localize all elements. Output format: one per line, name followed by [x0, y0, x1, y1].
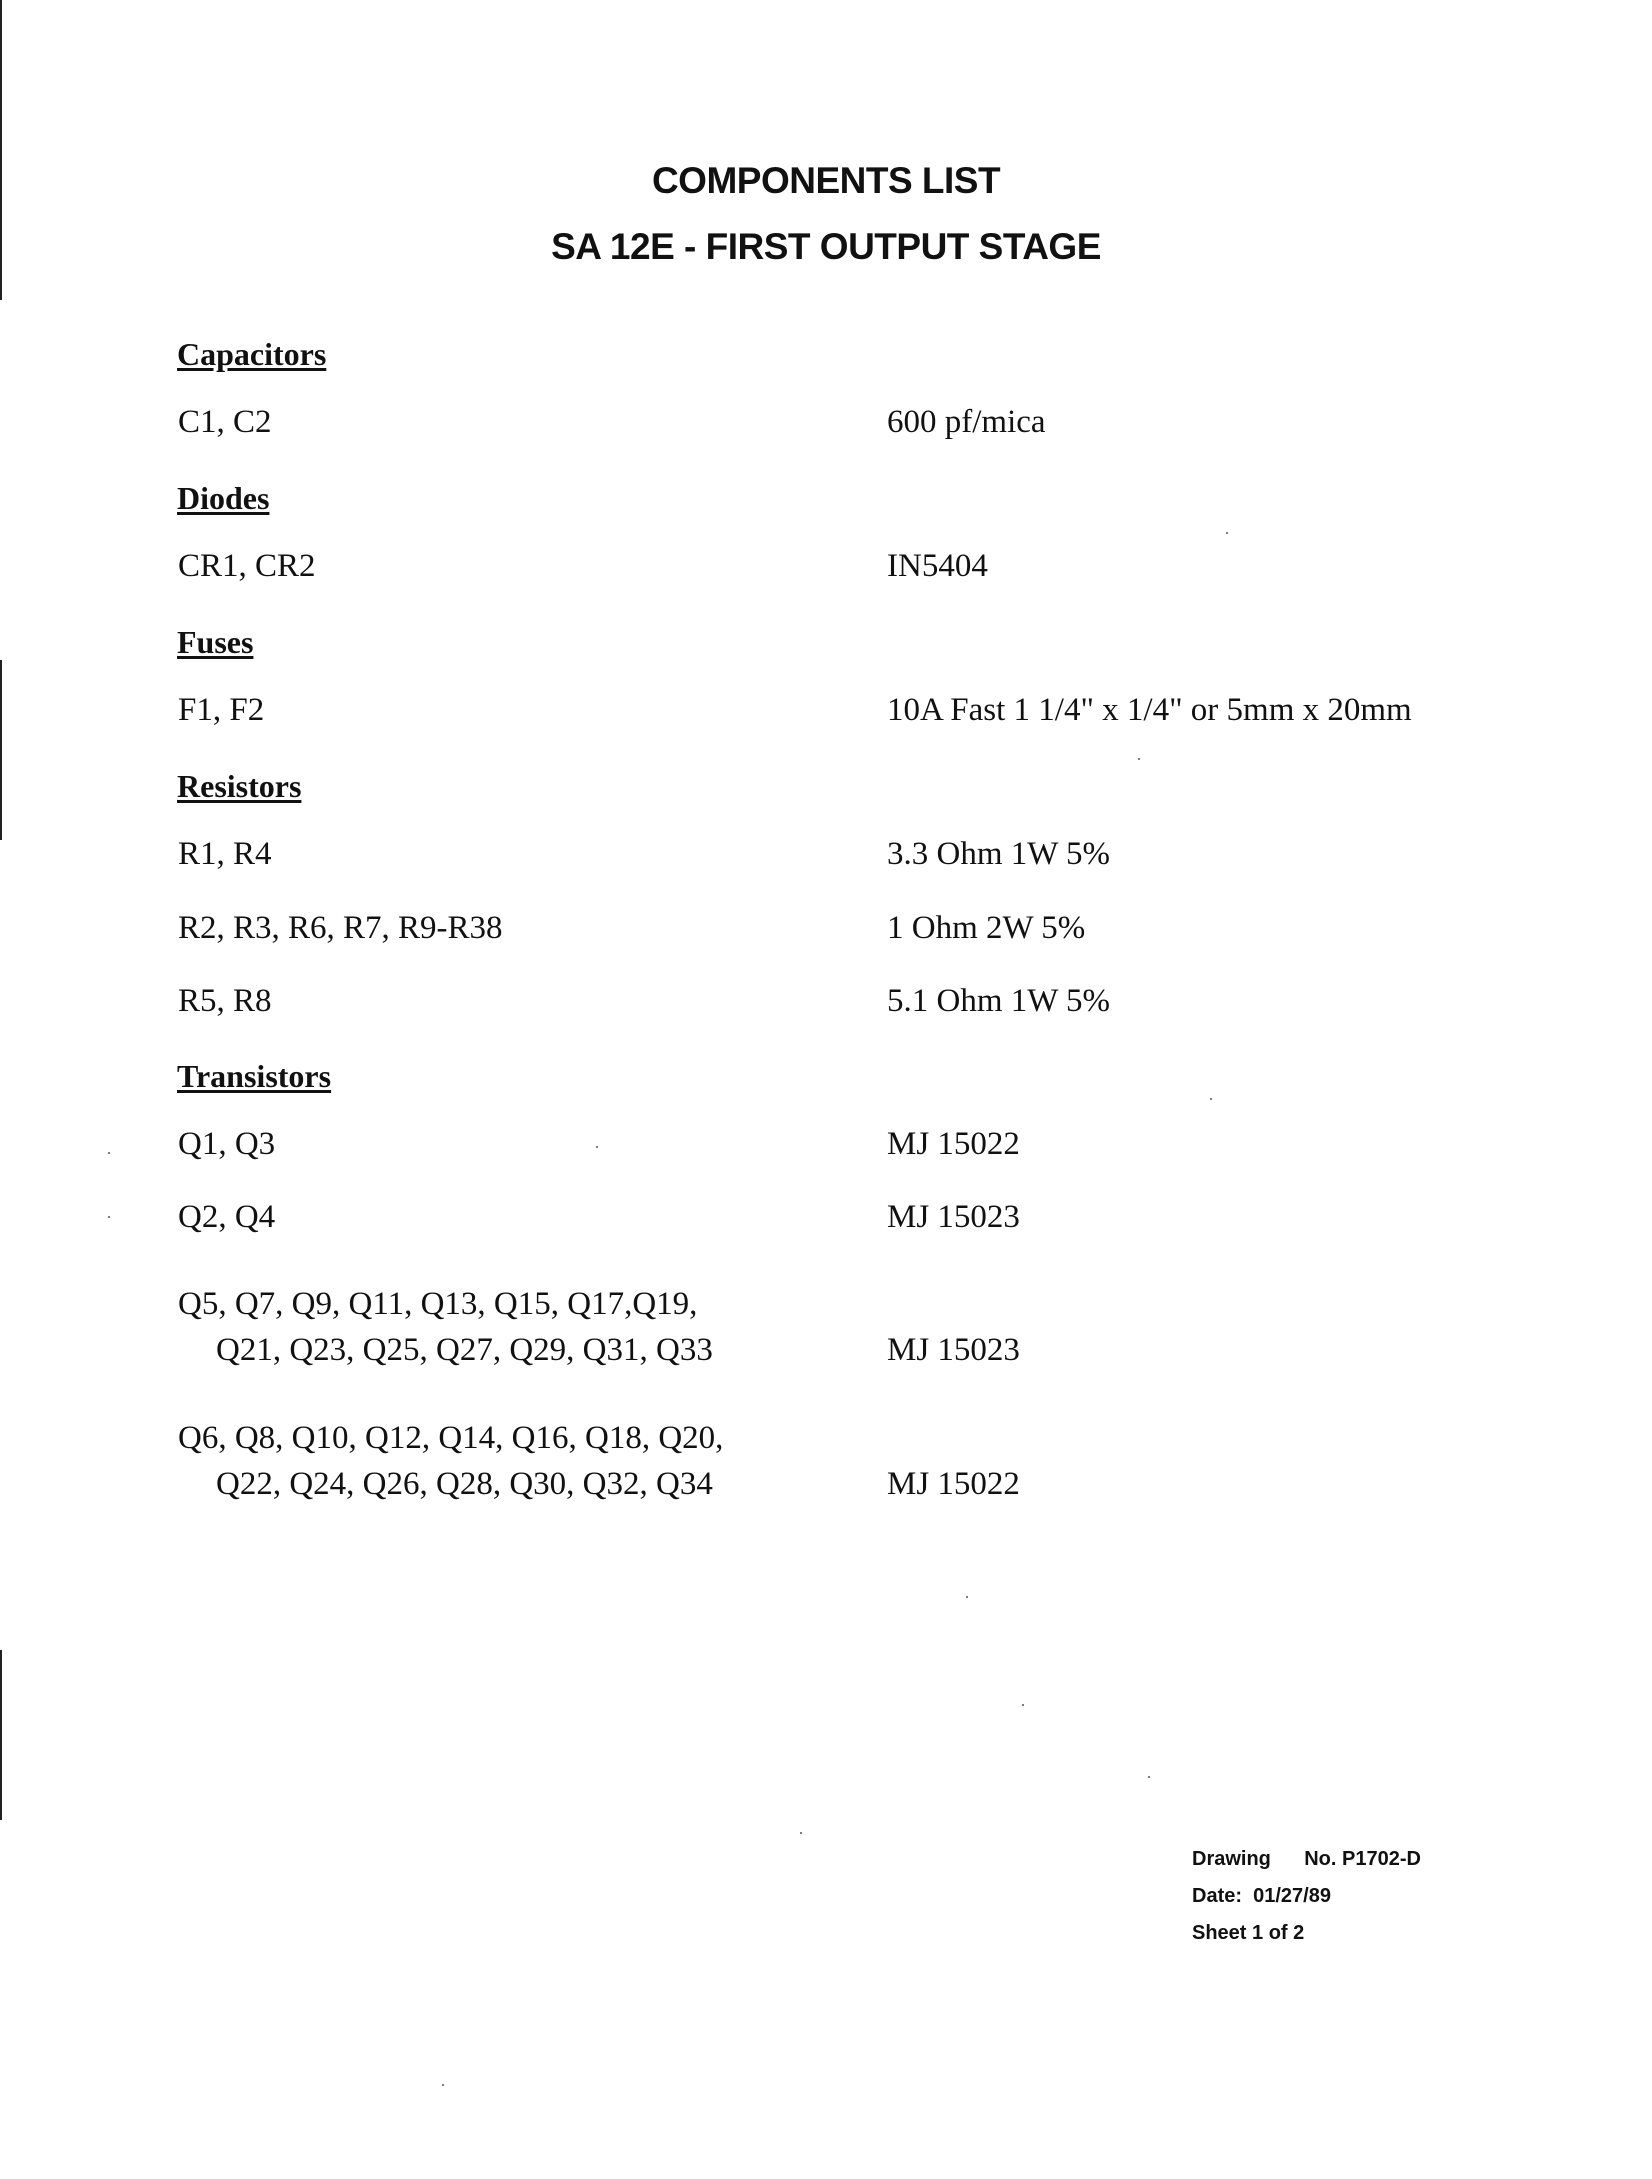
- part-designators: Q1, Q3: [178, 1126, 276, 1162]
- scan-speck: [800, 1832, 802, 1834]
- part-spec: 3.3 Ohm 1W 5%: [887, 836, 1111, 872]
- document-subtitle: SA 12E - FIRST OUTPUT STAGE: [551, 226, 1101, 267]
- part-designators: R5, R8: [178, 983, 272, 1019]
- part-designators-continued: Q21, Q23, Q25, Q27, Q29, Q31, Q33: [216, 1332, 713, 1368]
- scan-edge-mark: [0, 660, 2, 840]
- drawing-number: Drawing No. P1702-D: [1192, 1848, 1421, 1870]
- part-spec: 1 Ohm 2W 5%: [887, 910, 1086, 946]
- part-spec: MJ 15023: [887, 1199, 1020, 1235]
- sheet-number: Sheet 1 of 2: [1192, 1922, 1305, 1944]
- scan-speck: [108, 1216, 110, 1218]
- scan-edge-mark: [0, 1650, 2, 1820]
- part-designators: C1, C2: [178, 404, 272, 440]
- section-heading-capacitors: Capacitors: [177, 336, 327, 372]
- drawing-date: Date: 01/27/89: [1192, 1885, 1331, 1907]
- part-spec: MJ 15022: [887, 1126, 1020, 1162]
- section-heading-diodes: Diodes: [177, 480, 270, 516]
- scan-speck: [1148, 1776, 1150, 1778]
- part-designators: R1, R4: [178, 836, 272, 872]
- scan-speck: [1138, 758, 1140, 760]
- scan-speck: [1226, 532, 1228, 534]
- scan-speck: [1210, 1098, 1212, 1100]
- part-spec: IN5404: [887, 548, 988, 584]
- section-heading-fuses: Fuses: [177, 624, 254, 660]
- scan-speck: [1022, 1704, 1024, 1706]
- part-designators: Q6, Q8, Q10, Q12, Q14, Q16, Q18, Q20,: [178, 1420, 724, 1456]
- part-designators: R2, R3, R6, R7, R9-R38: [178, 910, 503, 946]
- scan-speck: [442, 2084, 444, 2086]
- part-designators-continued: Q22, Q24, Q26, Q28, Q30, Q32, Q34: [216, 1466, 713, 1502]
- part-designators: Q5, Q7, Q9, Q11, Q13, Q15, Q17,Q19,: [178, 1286, 698, 1322]
- scan-speck: [108, 1152, 110, 1154]
- part-designators: F1, F2: [178, 692, 265, 728]
- scan-speck: [966, 1596, 968, 1598]
- document-title: COMPONENTS LIST: [651, 160, 1001, 201]
- section-heading-resistors: Resistors: [177, 768, 302, 804]
- scan-speck: [596, 1146, 598, 1148]
- part-designators: Q2, Q4: [178, 1199, 276, 1235]
- section-heading-transistors: Transistors: [177, 1058, 332, 1094]
- part-spec: MJ 15023: [887, 1332, 1020, 1368]
- part-spec: MJ 15022: [887, 1466, 1020, 1502]
- part-spec: 600 pf/mica: [887, 404, 1046, 440]
- part-spec: 5.1 Ohm 1W 5%: [887, 983, 1111, 1019]
- part-designators: CR1, CR2: [178, 548, 316, 584]
- part-spec: 10A Fast 1 1/4" x 1/4" or 5mm x 20mm: [887, 692, 1412, 728]
